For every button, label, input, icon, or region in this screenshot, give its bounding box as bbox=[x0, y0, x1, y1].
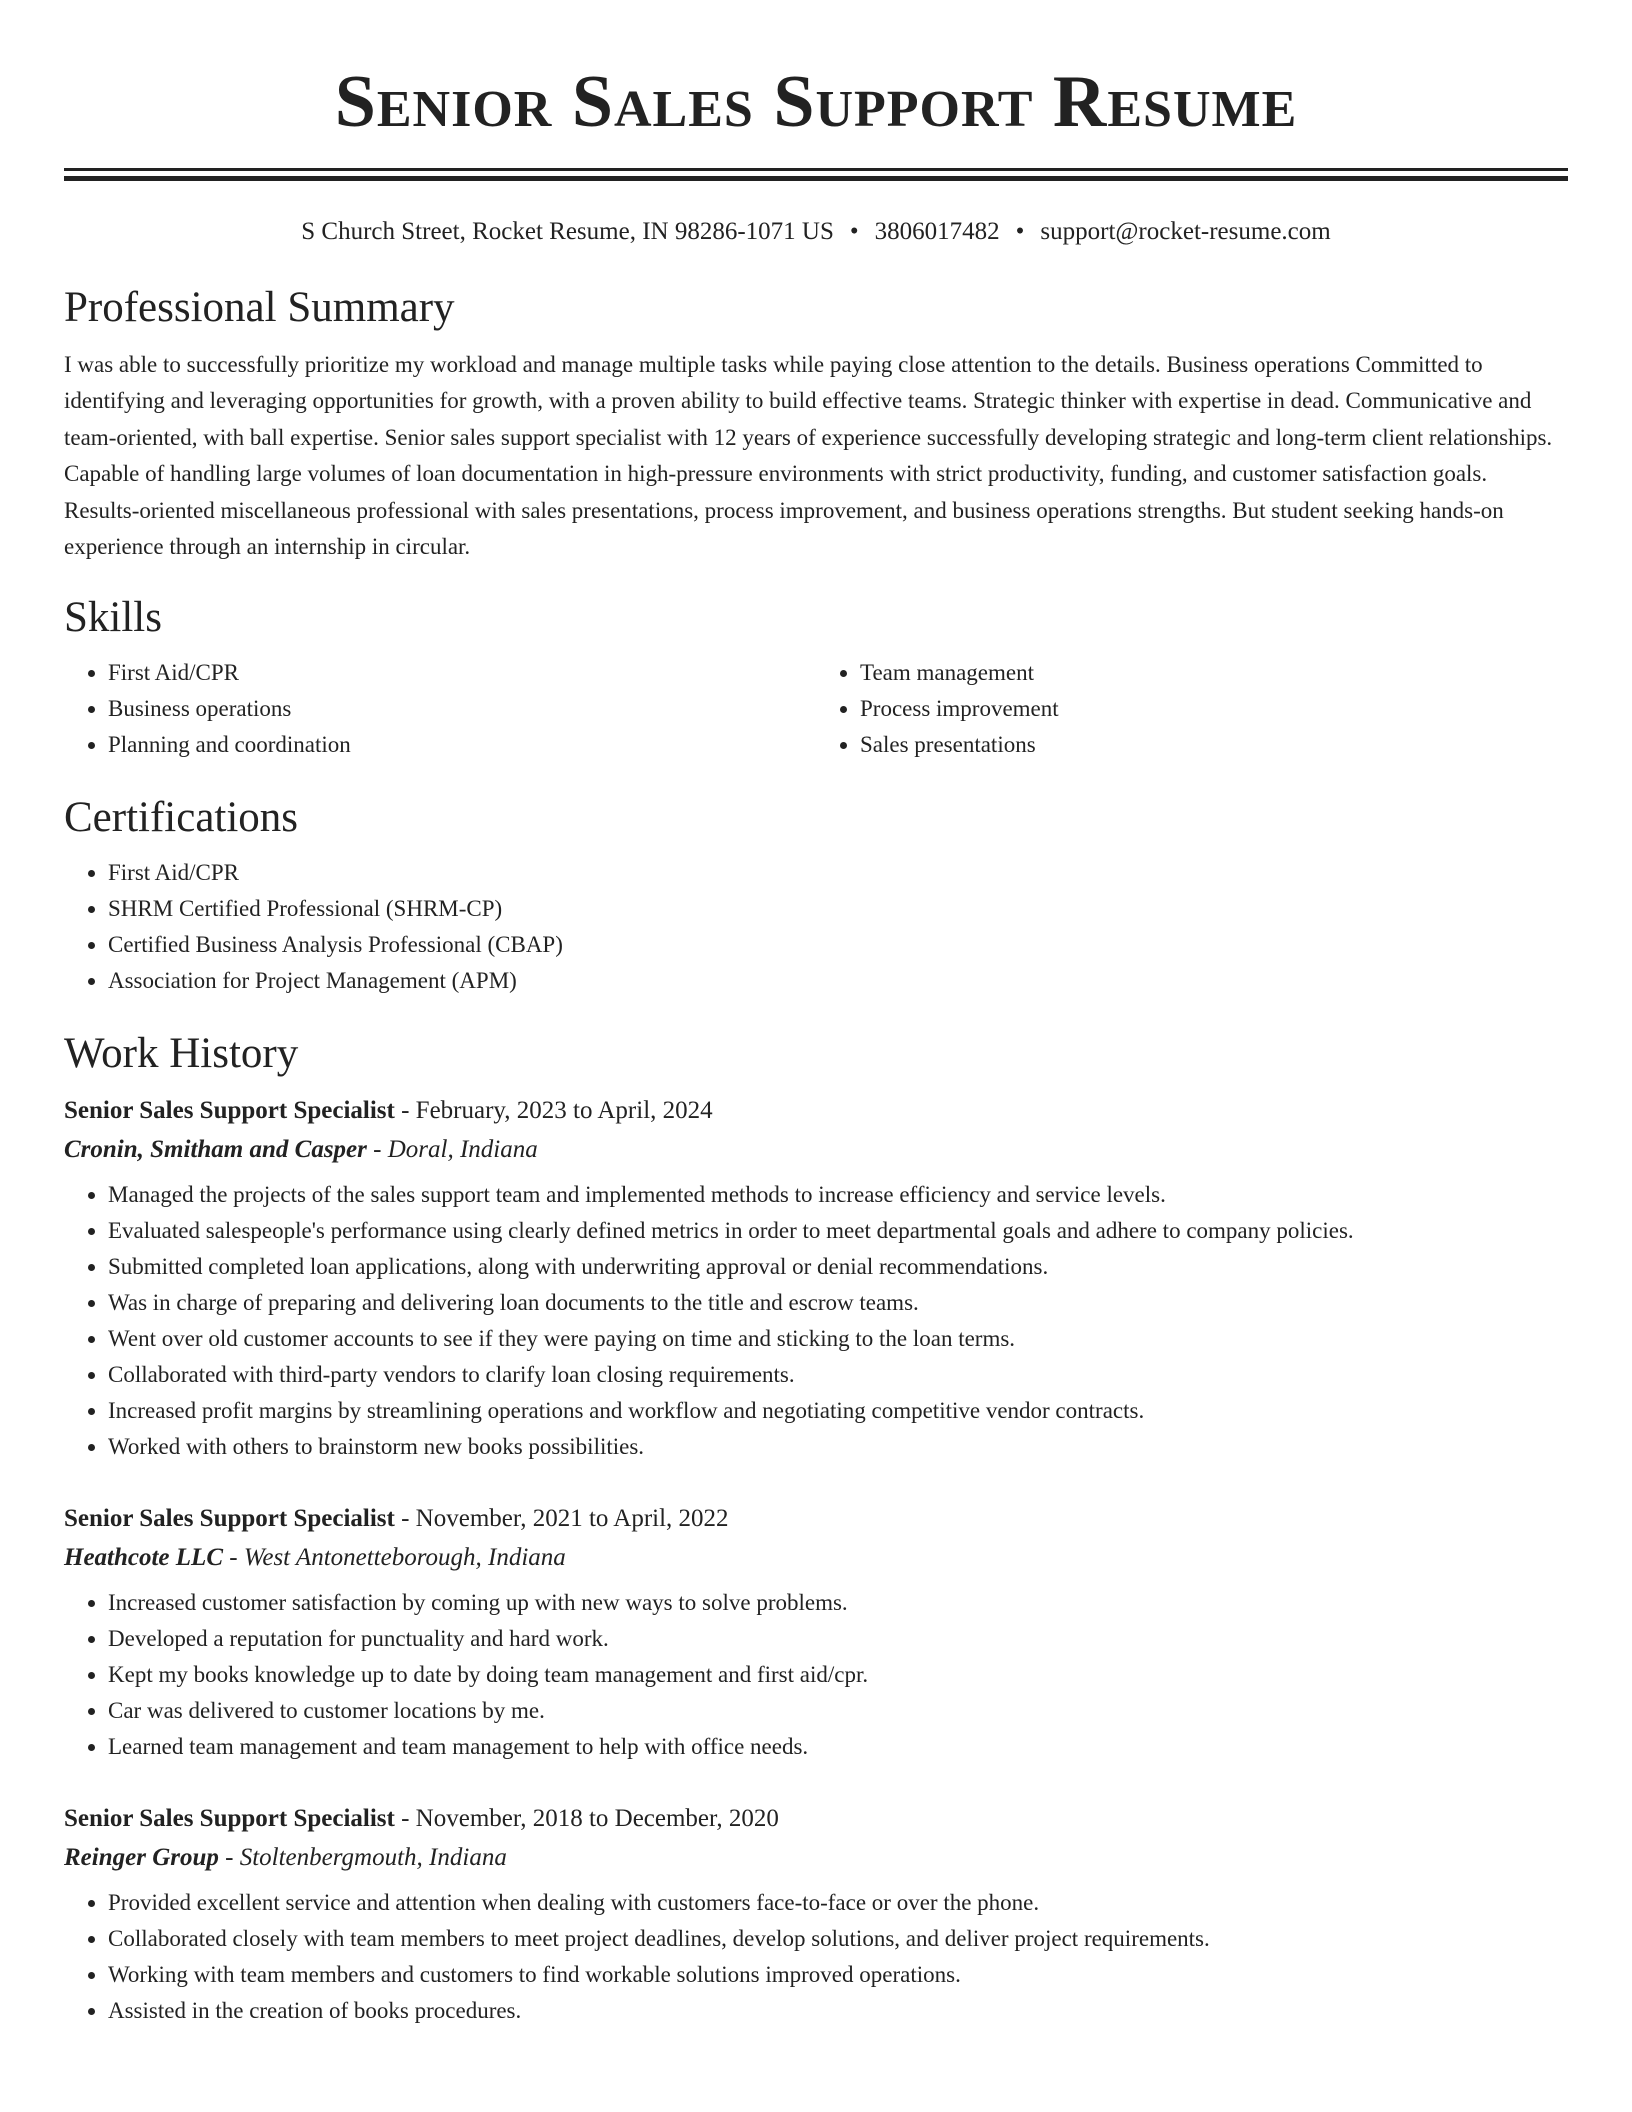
job-bullet: • Worked with others to brainstorm new books possibilities. bbox=[108, 1429, 1568, 1465]
job-entry bbox=[64, 1799, 1568, 2029]
skills-column-left bbox=[64, 655, 816, 763]
certification-item: • Certified Business Analysis Professional (CBAP) bbox=[108, 927, 1568, 963]
job-location: - West Antonetteborough, Indiana bbox=[223, 1544, 566, 1572]
contact-email: support@rocket-resume.com bbox=[1040, 218, 1331, 245]
job-location: - Stoltenbergmouth, Indiana bbox=[218, 1844, 507, 1872]
job-bullet: • Submitted completed loan applications, along with underwriting approval or denial recommendations. bbox=[108, 1249, 1568, 1285]
job-bullet: • Managed the projects of the sales support team and implemented methods to increase efficiency and service levels. bbox=[108, 1177, 1568, 1213]
job-company: Heathcote LLC bbox=[64, 1544, 223, 1572]
job-bullets bbox=[64, 1585, 1568, 1765]
job-dates: - November, 2021 to April, 2022 bbox=[394, 1505, 729, 1533]
certifications-heading: Certifications bbox=[64, 794, 299, 842]
job-bullet: • Increased profit margins by streamlining operations and workflow and negotiating competitive vendor contracts. bbox=[108, 1393, 1568, 1429]
job-bullet: • Learned team management and team management to help with office needs. bbox=[108, 1729, 1568, 1765]
skills-list bbox=[64, 655, 1568, 763]
skill-item: • Planning and coordination bbox=[108, 727, 816, 763]
job-bullets bbox=[64, 1885, 1568, 2029]
summary-heading: Professional Summary bbox=[64, 284, 455, 331]
contact-separator: • bbox=[1015, 218, 1025, 245]
job-bullet: • Kept my books knowledge up to date by doing team management and first aid/cpr. bbox=[108, 1657, 1568, 1693]
job-bullet: • Collaborated closely with team members to meet project deadlines, develop solutions, and deliver project requirements. bbox=[108, 1921, 1568, 1957]
skill-item: • Team management bbox=[860, 655, 1568, 691]
resume-title: Senior Sales Support Resume bbox=[334, 61, 1298, 143]
contact-line bbox=[64, 217, 1568, 247]
job-role: Senior Sales Support Specialist bbox=[64, 1805, 395, 1833]
job-bullet: • Collaborated with third-party vendors to clarify loan closing requirements. bbox=[108, 1357, 1568, 1393]
contact-phone: 3806017482 bbox=[874, 218, 1000, 245]
job-bullet: • Developed a reputation for punctuality and hard work. bbox=[108, 1621, 1568, 1657]
job-company-line bbox=[64, 1538, 1568, 1577]
skill-item: • Process improvement bbox=[860, 691, 1568, 727]
certifications-list bbox=[64, 855, 1568, 999]
job-bullets bbox=[64, 1177, 1568, 1465]
title-rule-bottom bbox=[64, 176, 1568, 181]
job-company-line bbox=[64, 1130, 1568, 1169]
job-company: Cronin, Smitham and Casper bbox=[64, 1136, 367, 1164]
job-bullet: • Increased customer satisfaction by coming up with new ways to solve problems. bbox=[108, 1585, 1568, 1621]
job-dates: - November, 2018 to December, 2020 bbox=[394, 1805, 779, 1833]
certification-item: • Association for Project Management (APM) bbox=[108, 963, 1568, 999]
skills-heading: Skills bbox=[64, 594, 162, 642]
job-header bbox=[64, 1091, 1568, 1130]
contact-separator: • bbox=[849, 218, 859, 245]
job-bullet: • Provided excellent service and attention when dealing with customers face-to-face or over the phone. bbox=[108, 1885, 1568, 1921]
job-bullet: • Car was delivered to customer locations by me. bbox=[108, 1693, 1568, 1729]
job-bullet: • Evaluated salespeople's performance using clearly defined metrics in order to meet departmental goals and adhere to company policies. bbox=[108, 1213, 1568, 1249]
job-header bbox=[64, 1499, 1568, 1538]
job-company: Reinger Group bbox=[64, 1844, 219, 1872]
job-dates: - February, 2023 to April, 2024 bbox=[394, 1097, 713, 1125]
skill-item: • Sales presentations bbox=[860, 727, 1568, 763]
job-entry bbox=[64, 1091, 1568, 1465]
certification-item: • SHRM Certified Professional (SHRM-CP) bbox=[108, 891, 1568, 927]
job-role: Senior Sales Support Specialist bbox=[64, 1097, 395, 1125]
work-history-heading: Work History bbox=[64, 1030, 299, 1078]
job-bullet: • Working with team members and customers to find workable solutions improved operations. bbox=[108, 1957, 1568, 1993]
job-bullet: • Went over old customer accounts to see if they were paying on time and sticking to the loan terms. bbox=[108, 1321, 1568, 1357]
skill-item: • First Aid/CPR bbox=[108, 655, 816, 691]
job-location: - Doral, Indiana bbox=[366, 1136, 538, 1164]
summary-text: I was able to successfully prioritize my workload and manage multiple tasks while paying close attention to the details. Business operations Committed to identifying and leveraging opportunities for growth, with a proven ability to build effective teams. Strategic thinker with expertise in dead. Communicative and team-oriented, with ball expertise. Senior sales support specialist with 12 years of experience successfully developing strategic and long-term client relationships. Capable of handling large volumes of loan documentation in high-pressure environments with strict productivity, funding, and customer satisfaction goals. Results-oriented miscellaneous professional with sales presentations, process improvement, and business operations strengths. But student seeking hands-on experience through an internship in circular. bbox=[64, 352, 1553, 560]
job-entry bbox=[64, 1499, 1568, 1765]
skills-column-right bbox=[816, 655, 1568, 763]
job-company-line bbox=[64, 1838, 1568, 1877]
certification-item: • First Aid/CPR bbox=[108, 855, 1568, 891]
contact-address: S Church Street, Rocket Resume, IN 98286-1071 US bbox=[301, 218, 834, 245]
skill-item: • Business operations bbox=[108, 691, 816, 727]
job-bullet: • Assisted in the creation of books procedures. bbox=[108, 1993, 1568, 2029]
job-bullet: • Was in charge of preparing and delivering loan documents to the title and escrow teams. bbox=[108, 1285, 1568, 1321]
job-header bbox=[64, 1799, 1568, 1838]
title-rule-top bbox=[64, 168, 1568, 171]
job-role: Senior Sales Support Specialist bbox=[64, 1505, 395, 1533]
